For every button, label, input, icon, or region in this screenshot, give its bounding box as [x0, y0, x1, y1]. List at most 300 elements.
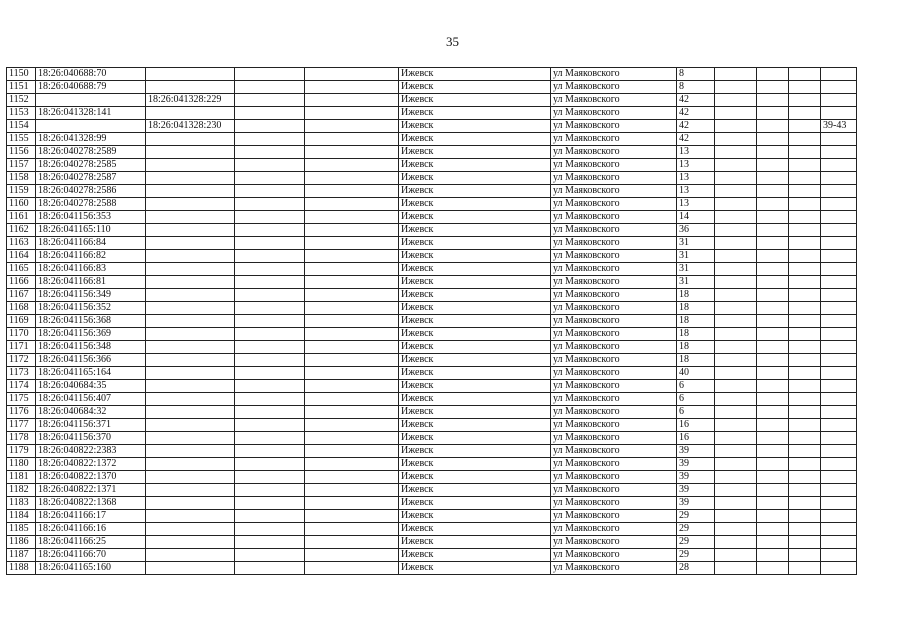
- cell-col-4: [235, 315, 305, 328]
- cell-house-number: 18: [677, 302, 715, 315]
- cell-col-9: [715, 497, 757, 510]
- cell-range: [821, 510, 857, 523]
- cell-col-4: [235, 393, 305, 406]
- cell-range: [821, 549, 857, 562]
- cell-cadastral-number: 18:26:040278:2586: [36, 185, 146, 198]
- cell-cadastral-number: 18:26:041166:17: [36, 510, 146, 523]
- cell-city: Ижевск: [399, 68, 551, 81]
- table-row: [7, 562, 857, 575]
- cell-col-9: [715, 380, 757, 393]
- cell-street: ул Маяковского: [551, 497, 677, 510]
- cell-city: Ижевск: [399, 302, 551, 315]
- cell-cadastral-number: 18:26:041156:353: [36, 211, 146, 224]
- cell-cadastral-number: 18:26:041166:84: [36, 237, 146, 250]
- cell-cadastral-number: 18:26:041165:110: [36, 224, 146, 237]
- cell-house-number: 6: [677, 393, 715, 406]
- cell-col-5: [305, 198, 399, 211]
- cell-col-5: [305, 497, 399, 510]
- cell-col-4: [235, 68, 305, 81]
- cell-street: ул Маяковского: [551, 94, 677, 107]
- cell-col-9: [715, 523, 757, 536]
- cell-cadastral-number: 18:26:040822:1368: [36, 497, 146, 510]
- cell-street: ул Маяковского: [551, 328, 677, 341]
- cell-house-number: 39: [677, 471, 715, 484]
- cell-city: Ижевск: [399, 471, 551, 484]
- cell-col-4: [235, 289, 305, 302]
- cell-city: Ижевск: [399, 211, 551, 224]
- cell-col-10: [757, 549, 789, 562]
- cell-col-9: [715, 237, 757, 250]
- cell-street: ул Маяковского: [551, 185, 677, 198]
- cell-col-5: [305, 536, 399, 549]
- cell-col-10: [757, 354, 789, 367]
- cell-cadastral-number: 18:26:041165:160: [36, 562, 146, 575]
- cell-street: ул Маяковского: [551, 341, 677, 354]
- cell-street: ул Маяковского: [551, 237, 677, 250]
- cell-col-11: [789, 68, 821, 81]
- cell-row-number: 1178: [7, 432, 36, 445]
- cell-col-5: [305, 107, 399, 120]
- cell-col-10: [757, 458, 789, 471]
- table-row: [7, 406, 857, 419]
- cell-cadastral-number-alt: [146, 458, 235, 471]
- cell-cadastral-number-alt: [146, 237, 235, 250]
- cell-cadastral-number: 18:26:040684:35: [36, 380, 146, 393]
- cell-row-number: 1163: [7, 237, 36, 250]
- cell-range: [821, 432, 857, 445]
- cell-col-11: [789, 211, 821, 224]
- cell-cadastral-number: 18:26:040278:2587: [36, 172, 146, 185]
- table-row: [7, 120, 857, 133]
- cell-col-9: [715, 510, 757, 523]
- cell-range: [821, 302, 857, 315]
- cell-col-9: [715, 198, 757, 211]
- cell-range: [821, 172, 857, 185]
- cell-col-11: [789, 172, 821, 185]
- cell-house-number: 16: [677, 432, 715, 445]
- cell-col-9: [715, 367, 757, 380]
- cell-row-number: 1160: [7, 198, 36, 211]
- cell-col-10: [757, 81, 789, 94]
- cell-street: ул Маяковского: [551, 380, 677, 393]
- cell-street: ул Маяковского: [551, 172, 677, 185]
- cell-house-number: 39: [677, 445, 715, 458]
- cell-street: ул Маяковского: [551, 432, 677, 445]
- cell-col-10: [757, 445, 789, 458]
- cell-street: ул Маяковского: [551, 315, 677, 328]
- cell-street: ул Маяковского: [551, 198, 677, 211]
- table-row: [7, 263, 857, 276]
- cell-col-10: [757, 211, 789, 224]
- cell-cadastral-number: 18:26:040822:1371: [36, 484, 146, 497]
- cell-col-11: [789, 315, 821, 328]
- cell-col-5: [305, 276, 399, 289]
- cell-range: [821, 263, 857, 276]
- cell-col-5: [305, 510, 399, 523]
- cell-col-4: [235, 185, 305, 198]
- cell-cadastral-number: 18:26:041166:70: [36, 549, 146, 562]
- cell-cadastral-number-alt: [146, 380, 235, 393]
- cell-range: [821, 211, 857, 224]
- cell-house-number: 39: [677, 497, 715, 510]
- table-row: [7, 341, 857, 354]
- cell-col-11: [789, 497, 821, 510]
- cell-house-number: 18: [677, 289, 715, 302]
- cell-house-number: 18: [677, 341, 715, 354]
- cell-cadastral-number-alt: [146, 471, 235, 484]
- cell-range: [821, 289, 857, 302]
- cell-col-10: [757, 250, 789, 263]
- cell-cadastral-number-alt: [146, 302, 235, 315]
- cell-col-9: [715, 549, 757, 562]
- cell-range: [821, 562, 857, 575]
- cell-col-11: [789, 159, 821, 172]
- cell-col-10: [757, 393, 789, 406]
- cell-city: Ижевск: [399, 250, 551, 263]
- cell-cadastral-number: 18:26:041156:407: [36, 393, 146, 406]
- cell-range: [821, 68, 857, 81]
- cell-cadastral-number-alt: [146, 328, 235, 341]
- table-row: [7, 445, 857, 458]
- cell-city: Ижевск: [399, 367, 551, 380]
- cell-row-number: 1162: [7, 224, 36, 237]
- cell-col-4: [235, 328, 305, 341]
- cell-col-9: [715, 406, 757, 419]
- cell-street: ул Маяковского: [551, 523, 677, 536]
- cell-street: ул Маяковского: [551, 536, 677, 549]
- cell-city: Ижевск: [399, 237, 551, 250]
- cell-col-11: [789, 367, 821, 380]
- cell-col-4: [235, 120, 305, 133]
- cell-street: ул Маяковского: [551, 406, 677, 419]
- cell-col-4: [235, 406, 305, 419]
- cell-row-number: 1154: [7, 120, 36, 133]
- cell-house-number: 13: [677, 172, 715, 185]
- cell-range: [821, 224, 857, 237]
- cell-cadastral-number-alt: [146, 276, 235, 289]
- cell-row-number: 1169: [7, 315, 36, 328]
- cell-cadastral-number: 18:26:041328:141: [36, 107, 146, 120]
- cell-col-9: [715, 484, 757, 497]
- cell-house-number: 6: [677, 380, 715, 393]
- cell-street: ул Маяковского: [551, 562, 677, 575]
- cell-cadastral-number-alt: [146, 523, 235, 536]
- cell-city: Ижевск: [399, 406, 551, 419]
- cell-cadastral-number-alt: [146, 224, 235, 237]
- cell-col-4: [235, 497, 305, 510]
- cell-house-number: 31: [677, 263, 715, 276]
- cell-range: [821, 523, 857, 536]
- cell-street: ул Маяковского: [551, 263, 677, 276]
- cell-col-5: [305, 185, 399, 198]
- cell-range: [821, 471, 857, 484]
- table-row: [7, 536, 857, 549]
- cell-house-number: 13: [677, 198, 715, 211]
- cell-street: ул Маяковского: [551, 250, 677, 263]
- cell-col-5: [305, 120, 399, 133]
- table-row: [7, 250, 857, 263]
- table-row: [7, 146, 857, 159]
- cell-street: ул Маяковского: [551, 120, 677, 133]
- cell-col-9: [715, 341, 757, 354]
- cell-col-4: [235, 133, 305, 146]
- cell-city: Ижевск: [399, 120, 551, 133]
- cell-street: ул Маяковского: [551, 354, 677, 367]
- cell-col-11: [789, 107, 821, 120]
- cell-range: [821, 107, 857, 120]
- cell-house-number: 28: [677, 562, 715, 575]
- cell-row-number: 1153: [7, 107, 36, 120]
- cell-col-11: [789, 302, 821, 315]
- cell-street: ул Маяковского: [551, 367, 677, 380]
- cell-col-5: [305, 133, 399, 146]
- cell-col-10: [757, 224, 789, 237]
- cell-col-10: [757, 172, 789, 185]
- cell-col-10: [757, 523, 789, 536]
- cell-row-number: 1155: [7, 133, 36, 146]
- cell-col-10: [757, 536, 789, 549]
- cell-street: ул Маяковского: [551, 471, 677, 484]
- cell-range: [821, 146, 857, 159]
- cell-col-4: [235, 341, 305, 354]
- cell-street: ул Маяковского: [551, 445, 677, 458]
- cell-col-4: [235, 432, 305, 445]
- cell-street: ул Маяковского: [551, 133, 677, 146]
- cell-col-4: [235, 380, 305, 393]
- cell-city: Ижевск: [399, 341, 551, 354]
- cell-col-11: [789, 263, 821, 276]
- cell-col-4: [235, 224, 305, 237]
- cell-cadastral-number: 18:26:040684:32: [36, 406, 146, 419]
- cell-city: Ижевск: [399, 419, 551, 432]
- cell-house-number: 13: [677, 159, 715, 172]
- cell-range: 39-43: [821, 120, 857, 133]
- cell-cadastral-number: [36, 94, 146, 107]
- cell-street: ул Маяковского: [551, 289, 677, 302]
- cell-col-9: [715, 185, 757, 198]
- cell-cadastral-number: 18:26:041156:371: [36, 419, 146, 432]
- cell-col-9: [715, 419, 757, 432]
- cell-cadastral-number: 18:26:041156:370: [36, 432, 146, 445]
- cell-col-11: [789, 536, 821, 549]
- cell-row-number: 1180: [7, 458, 36, 471]
- cell-range: [821, 250, 857, 263]
- table-row: [7, 497, 857, 510]
- cell-cadastral-number: 18:26:041156:348: [36, 341, 146, 354]
- cell-house-number: 18: [677, 315, 715, 328]
- cell-cadastral-number-alt: 18:26:041328:230: [146, 120, 235, 133]
- cell-street: ул Маяковского: [551, 224, 677, 237]
- cell-col-9: [715, 289, 757, 302]
- cell-cadastral-number-alt: [146, 133, 235, 146]
- cell-col-4: [235, 445, 305, 458]
- table-row: [7, 471, 857, 484]
- cell-cadastral-number-alt: [146, 497, 235, 510]
- cell-col-4: [235, 484, 305, 497]
- cell-range: [821, 367, 857, 380]
- cell-col-9: [715, 328, 757, 341]
- cell-row-number: 1151: [7, 81, 36, 94]
- cell-city: Ижевск: [399, 549, 551, 562]
- cell-cadastral-number-alt: [146, 146, 235, 159]
- registry-table: [6, 67, 857, 575]
- cell-city: Ижевск: [399, 536, 551, 549]
- cell-col-9: [715, 146, 757, 159]
- cell-street: ул Маяковского: [551, 159, 677, 172]
- table-row: [7, 549, 857, 562]
- cell-col-4: [235, 276, 305, 289]
- table-row: [7, 289, 857, 302]
- cell-house-number: 31: [677, 250, 715, 263]
- cell-house-number: 31: [677, 237, 715, 250]
- cell-col-5: [305, 549, 399, 562]
- cell-house-number: 16: [677, 419, 715, 432]
- cell-col-5: [305, 406, 399, 419]
- cell-house-number: 18: [677, 354, 715, 367]
- table-row: [7, 328, 857, 341]
- cell-row-number: 1171: [7, 341, 36, 354]
- table-row: [7, 523, 857, 536]
- cell-cadastral-number-alt: [146, 367, 235, 380]
- cell-col-11: [789, 146, 821, 159]
- table-row: [7, 367, 857, 380]
- cell-range: [821, 536, 857, 549]
- cell-col-4: [235, 536, 305, 549]
- cell-col-4: [235, 172, 305, 185]
- cell-col-10: [757, 289, 789, 302]
- cell-col-9: [715, 562, 757, 575]
- cell-range: [821, 484, 857, 497]
- cell-col-9: [715, 263, 757, 276]
- cell-cadastral-number-alt: [146, 250, 235, 263]
- table-row: [7, 81, 857, 94]
- cell-street: ул Маяковского: [551, 419, 677, 432]
- table-row: [7, 224, 857, 237]
- cell-city: Ижевск: [399, 393, 551, 406]
- cell-city: Ижевск: [399, 172, 551, 185]
- cell-row-number: 1166: [7, 276, 36, 289]
- table-row: [7, 380, 857, 393]
- cell-col-10: [757, 341, 789, 354]
- cell-house-number: 6: [677, 406, 715, 419]
- cell-col-5: [305, 341, 399, 354]
- cell-city: Ижевск: [399, 380, 551, 393]
- table-row: [7, 302, 857, 315]
- cell-col-9: [715, 68, 757, 81]
- cell-city: Ижевск: [399, 510, 551, 523]
- cell-col-11: [789, 562, 821, 575]
- cell-city: Ижевск: [399, 159, 551, 172]
- cell-cadastral-number-alt: [146, 419, 235, 432]
- cell-house-number: 29: [677, 536, 715, 549]
- cell-cadastral-number: 18:26:040822:2383: [36, 445, 146, 458]
- cell-range: [821, 185, 857, 198]
- cell-col-5: [305, 445, 399, 458]
- cell-cadastral-number-alt: [146, 263, 235, 276]
- cell-col-11: [789, 94, 821, 107]
- cell-row-number: 1177: [7, 419, 36, 432]
- cell-street: ул Маяковского: [551, 211, 677, 224]
- cell-cadastral-number-alt: [146, 549, 235, 562]
- cell-col-11: [789, 380, 821, 393]
- cell-col-9: [715, 133, 757, 146]
- cell-col-4: [235, 146, 305, 159]
- cell-col-11: [789, 237, 821, 250]
- cell-house-number: 14: [677, 211, 715, 224]
- cell-range: [821, 406, 857, 419]
- cell-col-11: [789, 224, 821, 237]
- table-row: [7, 484, 857, 497]
- cell-col-5: [305, 471, 399, 484]
- registry-body: [7, 68, 857, 575]
- cell-city: Ижевск: [399, 315, 551, 328]
- table-row: [7, 172, 857, 185]
- table-row: [7, 185, 857, 198]
- cell-cadastral-number-alt: [146, 484, 235, 497]
- cell-col-9: [715, 471, 757, 484]
- cell-house-number: 13: [677, 185, 715, 198]
- cell-col-10: [757, 315, 789, 328]
- cell-col-4: [235, 159, 305, 172]
- page-number: 35: [446, 34, 459, 49]
- cell-col-4: [235, 419, 305, 432]
- cell-row-number: 1179: [7, 445, 36, 458]
- cell-house-number: 29: [677, 549, 715, 562]
- cell-col-9: [715, 211, 757, 224]
- cell-city: Ижевск: [399, 484, 551, 497]
- cell-row-number: 1156: [7, 146, 36, 159]
- cell-range: [821, 237, 857, 250]
- cell-house-number: 39: [677, 484, 715, 497]
- cell-range: [821, 354, 857, 367]
- cell-col-5: [305, 458, 399, 471]
- table-row: [7, 237, 857, 250]
- cell-col-4: [235, 471, 305, 484]
- cell-col-4: [235, 263, 305, 276]
- cell-house-number: 39: [677, 458, 715, 471]
- cell-col-9: [715, 458, 757, 471]
- cell-col-11: [789, 341, 821, 354]
- cell-row-number: 1175: [7, 393, 36, 406]
- cell-row-number: 1170: [7, 328, 36, 341]
- cell-range: [821, 94, 857, 107]
- cell-street: ул Маяковского: [551, 458, 677, 471]
- cell-house-number: 29: [677, 510, 715, 523]
- cell-cadastral-number: 18:26:040278:2589: [36, 146, 146, 159]
- table-row: [7, 198, 857, 211]
- cell-col-5: [305, 250, 399, 263]
- cell-cadastral-number-alt: [146, 536, 235, 549]
- cell-cadastral-number-alt: [146, 107, 235, 120]
- cell-col-11: [789, 549, 821, 562]
- cell-city: Ижевск: [399, 81, 551, 94]
- cell-col-5: [305, 484, 399, 497]
- cell-range: [821, 81, 857, 94]
- cell-col-10: [757, 237, 789, 250]
- cell-col-10: [757, 562, 789, 575]
- cell-col-11: [789, 289, 821, 302]
- cell-col-11: [789, 406, 821, 419]
- cell-range: [821, 393, 857, 406]
- cell-cadastral-number-alt: [146, 315, 235, 328]
- cell-col-5: [305, 432, 399, 445]
- cell-row-number: 1161: [7, 211, 36, 224]
- cell-cadastral-number-alt: [146, 393, 235, 406]
- cell-row-number: 1165: [7, 263, 36, 276]
- cell-range: [821, 159, 857, 172]
- cell-col-4: [235, 211, 305, 224]
- cell-col-9: [715, 250, 757, 263]
